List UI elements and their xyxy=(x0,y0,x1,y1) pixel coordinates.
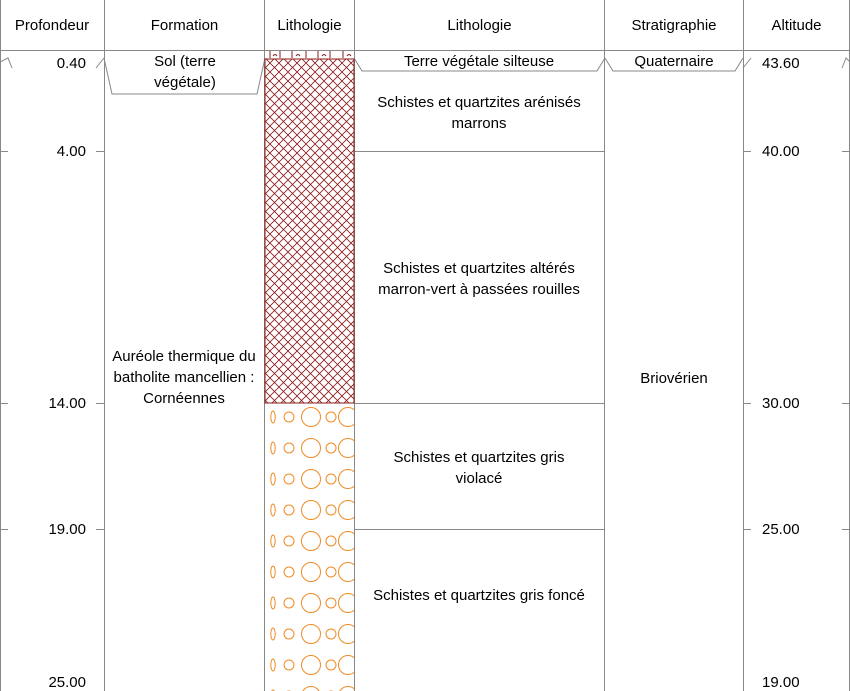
depth-label: 25.00 xyxy=(48,674,86,691)
lithology-pattern-column xyxy=(265,51,354,691)
depth-label: 19.00 xyxy=(48,521,86,538)
header-altitude: Altitude xyxy=(771,16,822,34)
altitude-label: 40.00 xyxy=(762,143,800,160)
header-stratigraphy: Stratigraphie xyxy=(631,16,717,34)
formation-aureole: Auréole thermique du batholite mancellien : Cornéennes xyxy=(112,348,256,407)
header-lithology-pattern: Lithologie xyxy=(277,16,342,34)
depth-label: 4.00 xyxy=(56,143,86,160)
depth-label: 0.40 xyxy=(56,55,86,72)
depth-label: 14.00 xyxy=(48,395,86,412)
header-depth: Profondeur xyxy=(14,16,90,34)
header-formation: Formation xyxy=(150,16,219,34)
altitude-label: 19.00 xyxy=(762,674,800,691)
stratigraphy-briovarian: Briovérien xyxy=(640,370,708,387)
lithology-layer-4: Schistes et quartzites gris foncé xyxy=(373,587,585,604)
lithology-layer-3: Schistes et quartzites gris violacé xyxy=(393,449,565,487)
hornfels-pattern xyxy=(265,405,354,691)
altitude-label: 25.00 xyxy=(762,521,800,538)
formation-soil: Sol (terre végétale) xyxy=(154,53,216,91)
lithology-layer-1: Schistes et quartzites arénisés marrons xyxy=(377,94,581,132)
weathered-schist-pattern xyxy=(265,59,354,403)
altitude-label: 30.00 xyxy=(762,395,800,412)
lithology-layer-2: Schistes et quartzites altérés marron-vert à passées rouilles xyxy=(378,260,580,298)
soil-pattern xyxy=(270,51,351,58)
altitude-label: 43.60 xyxy=(762,55,800,72)
stratigraphy-quaternary: Quaternaire xyxy=(634,53,714,70)
header-lithology-description: Lithologie xyxy=(447,16,512,34)
lithology-topsoil: Terre végétale silteuse xyxy=(403,53,555,70)
